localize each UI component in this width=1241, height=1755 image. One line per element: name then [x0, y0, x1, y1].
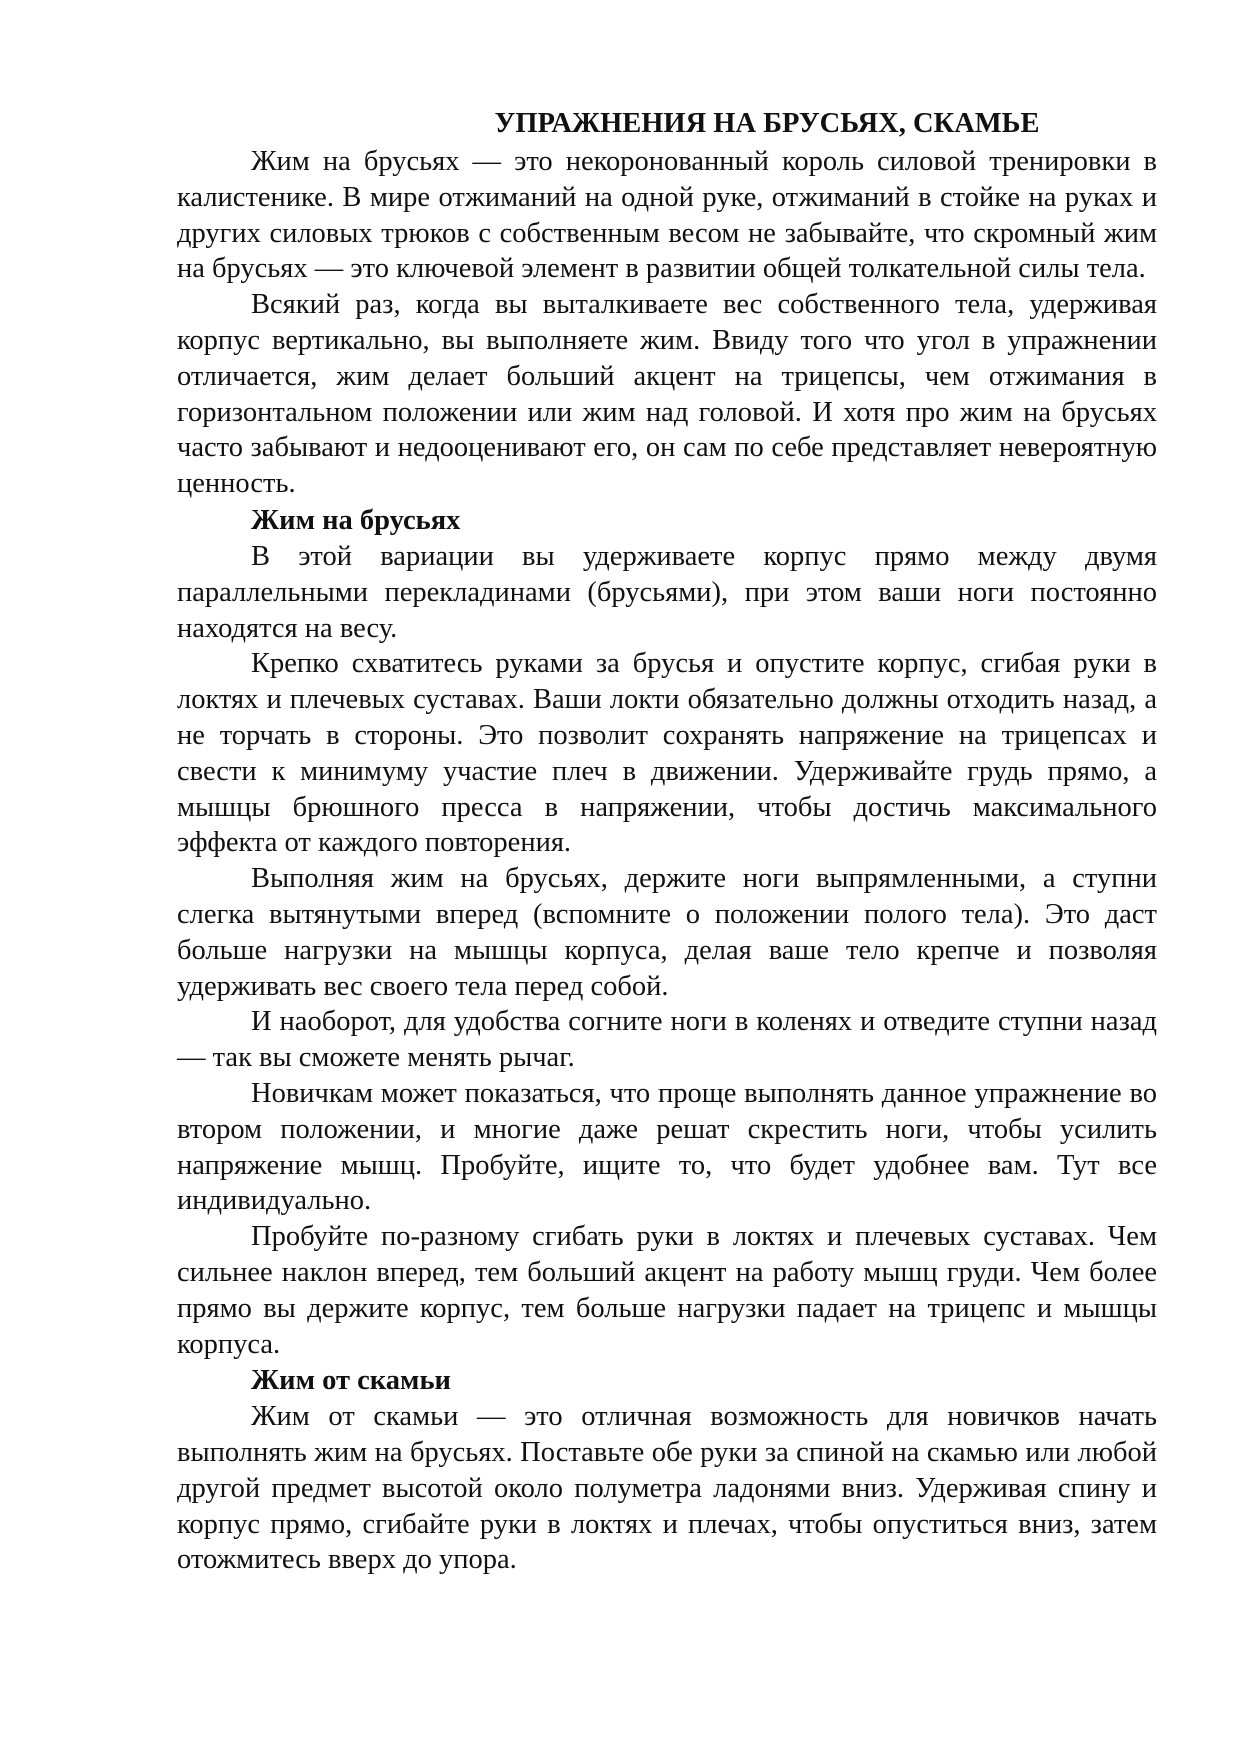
intro-paragraph-2: Всякий раз, когда вы выталкиваете вес собственного тела, удерживая корпус вертикально, вы выполняете жим. Ввиду того что угол в упражнении отличается, жим делает больший акцент на трицепсы, чем отжимания в горизонтальном положении или жим над головой. И хотя про жим на брусьях часто забывают и недооценивают его, он сам по себе представляет невероятную ценность. [177, 289, 1157, 500]
document-title: УПРАЖНЕНИЯ НА БРУСЬЯХ, СКАМЬЕ [494, 108, 1040, 139]
bench-dips-paragraph-1: Жим от скамьи — это отличная возможность для новичков начать выполнять жим на брусьях. Поставьте обе руки за спиной на скамью или любой другой предмет высотой около полуметра ладонями вниз. Удерживая спину и корпус прямо, сгибайте руки в локтях и плечах, чтобы опуститься вниз, затем отожмитесь вверх до упора. [177, 1401, 1157, 1576]
dips-paragraph-6: Пробуйте по-разному сгибать руки в локтях и плечевых суставах. Чем сильнее наклон вперед, тем больший акцент на работу мышц груди. Чем более прямо вы держите корпус, тем больше нагрузки падает на трицепс и мышцы корпуса. [177, 1221, 1157, 1360]
dips-paragraph-2: Крепко схватитесь руками за брусья и опустите корпус, сгибая руки в локтях и плечевых суставах. Ваши локти обязательно должны отходить назад, а не торчать в стороны. Это позволит сохранять напряжение на трицепсах и свести к минимуму участие плеч в движении. Удерживайте грудь прямо, а мышцы брюшного пресса в напряжении, чтобы достичь максимального эффекта от каждого повторения. [177, 648, 1157, 859]
intro-paragraph-1: Жим на брусьях — это некоронованный король силовой тренировки в калистенике. В мире отжиманий на одной руке, отжиманий в стойке на руках и других силовых трюков с собственным весом не забывайте, что скромный жим на брусьях — это ключевой элемент в развитии общей толкательной силы тела. [177, 146, 1157, 285]
section-heading-dips: Жим на брусьях [251, 504, 461, 536]
dips-paragraph-4: И наоборот, для удобства согните ноги в коленях и отведите ступни назад — так вы сможете менять рычаг. [177, 1006, 1157, 1074]
section-heading-bench-dips: Жим от скамьи [251, 1365, 451, 1397]
dips-paragraph-3: Выполняя жим на брусьях, держите ноги выпрямленными, а ступни слегка вытянутыми вперед (вспомните о положении полого тела). Это даст больше нагрузки на мышцы корпуса, делая ваше тело крепче и позволяя удерживать вес своего тела перед собой. [177, 863, 1157, 1002]
dips-paragraph-5: Новичкам может показаться, что проще выполнять данное упражнение во втором положении, и многие даже решат скрестить ноги, чтобы усилить напряжение мышц. Пробуйте, ищите то, что будет удобнее вам. Тут все индивидуально. [177, 1077, 1157, 1217]
dips-paragraph-1: В этой вариации вы удерживаете корпус прямо между двумя параллельными перекладинами (брусьями), при этом ваши ноги постоянно находятся на весу. [177, 540, 1157, 644]
document-page [177, 104, 1157, 1578]
